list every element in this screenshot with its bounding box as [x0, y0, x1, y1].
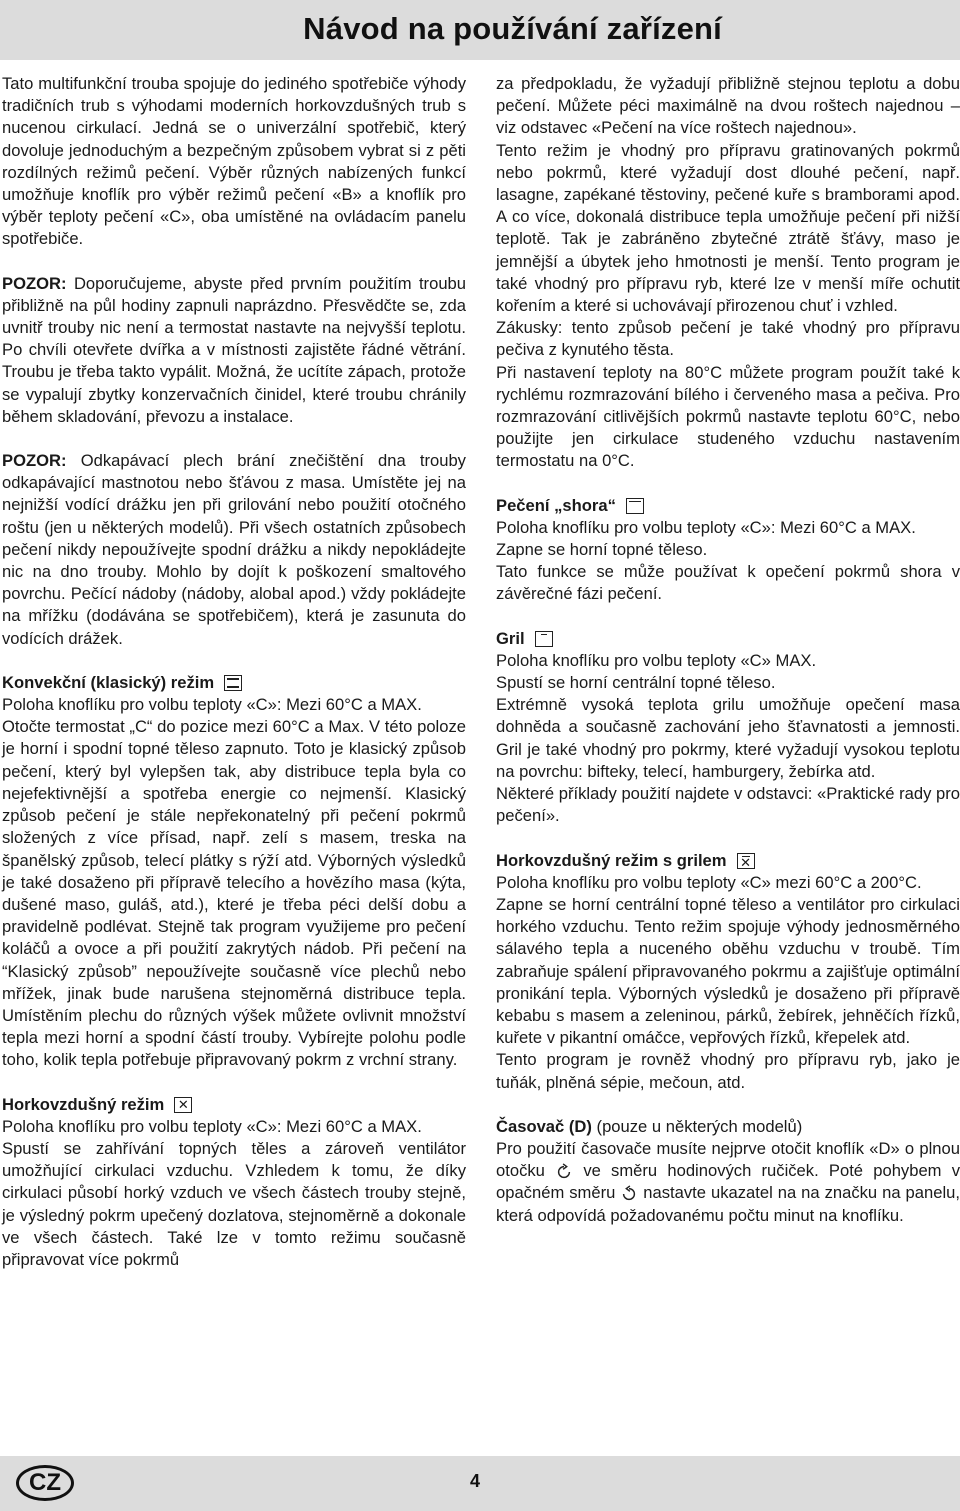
fan-description: Spustí se zahřívání topných těles a zároveň ventilátor umožňující cirkulaci vzduchu. Vzhledem k tomu, že díky cirkulaci působí horký vzduch ve všech částech trouby stejně, je výsledný pokrm upečený dozlatova, stejnoměrně a dokonale ve všech částech. Také lze v tomto režimu současně připravovat více pokrmů: [2, 1138, 466, 1269]
warning-text: Doporučujeme, abyste před prvním použitím troubu přibližně na půl hodiny zapnuli naprázdno. Přesvědčte se, zda uvnitř trouby nic není a termostat nastavte na nejvyšší teplotu. Po chvíli otevřete dvířka a v místnosti zajistěte řádné větrání. Troubu je třeba takto vypálit. Možná, že ucítíte zápach, protože se vypalují zbytky konzervačních činidel, které troubu chránily během skladování, převozu a instalace.: [2, 273, 466, 426]
fan-oven-icon: ✕: [174, 1097, 192, 1113]
fan-description-continued: za předpokladu, že vyžadují přibližně stejnou teplotu a dobu pečení. Můžete péci maximálně na dvou roštech najednou – viz odstavec «Pečení na více roštech najednou».: [496, 74, 960, 138]
grill-element: Spustí se horní centrální topné těleso.: [496, 673, 776, 693]
language-badge: CZ: [16, 1465, 74, 1501]
section-heading-grill: [496, 628, 960, 650]
rotate-clockwise-icon: [555, 1163, 573, 1181]
footer-band: [0, 1456, 960, 1511]
heading-text: Časovač (D): [496, 1116, 592, 1136]
conventional-setting: Poloha knoflíku pro volbu teploty «C»: Mezi 60°C a MAX.: [2, 695, 422, 715]
grill-icon: [535, 631, 553, 647]
top-usage: Tato funkce se může používat k opečení pokrmů shora v závěrečné fázi pečení.: [496, 562, 960, 604]
warning-paragraph-1: [2, 273, 466, 428]
heading-text: Pečení „shora“: [496, 495, 616, 515]
heading-text: Horkovzdušný režim s grilem: [496, 850, 727, 870]
warning-label: POZOR:: [2, 451, 67, 471]
warning-label: POZOR:: [2, 273, 67, 293]
header-band: [0, 0, 960, 60]
grill-description: Extrémně vysoká teplota grilu umožňuje opečení masa dohněda a současně zachování jeho šťavnatosti a jemnosti. Gril je také vhodný pro pokrmy, které vyžadují vysokou teplotu na povrchu: bifteky, telecí, hamburgery, žebírka atd.: [496, 695, 960, 781]
page-title: Návod na používání zařízení: [303, 11, 722, 46]
section-heading-timer: [496, 1116, 960, 1138]
oven-top-bottom-heat-icon: [224, 675, 242, 691]
fan-defrost: Při nastavení teploty na 80°C můžete program použít také k rychlému rozmrazování bílého i červeného masa a pečiva. Pro rozmrazování citlivějších pokrmů nastavte teplotu 60°C, nebo použijte jen cirkulace studeného vzduchu nastavením termostatu na 0°C.: [496, 362, 960, 471]
timer-text-2: ve směru hodinových ručiček. Poté pohybem v opačném směru: [496, 1161, 960, 1203]
heading-text: Horkovzdušný režim: [2, 1094, 165, 1114]
heading-text: Gril: [496, 628, 525, 648]
fan-grill-icon: ✕: [737, 853, 755, 869]
page-number: 4: [470, 1471, 481, 1491]
section-heading-top: [496, 495, 960, 517]
intro-paragraph: Tato multifunkční trouba spojuje do jediného spotřebiče výhody tradičních trub s výhodami moderních horkovzdušných trub s nucenou cirkulací. Jedná se o univerzální spotřebič, který dovoluje jednoduchým a bezpečným způsobem vybrat si z pěti rozdílných režimů pečení. Výběr různých nabízených funkcí umožňuje knoflík pro výběr režimů pečení «B» a knoflík pro výběr teploty pečení «C», oba umístěné na ovládacím panelu spotřebiče.: [2, 74, 466, 249]
rotate-counterclockwise-icon: [620, 1185, 638, 1203]
timer-text-1: Pro použití časovače musíte nejprve otočit knoflík «D» o plnou otočku: [496, 1138, 960, 1181]
fan-usage: Tento režim je vhodný pro přípravu gratinovaných pokrmů nebo pokrmů, které vyžadují dost dlouhé pečení, např. lasagne, zapékané těstoviny, pečené kuře s bramborami apod. A co více, dokonalá distribuce tepla umožňuje pečení při nižší teplotě. Tak je zabráněno zbytečné ztrátě šťávy, maso je jemnější a úbytek jeho hmotnosti je menší. Tento program je také vhodný pro přípravu ryb, které lze v menší míře ochutit kořením a které si uchovávají přirozenou chuť i vzhled.: [496, 140, 960, 316]
fan-pastry: Zákusky: tento způsob pečení je také vhodný pro přípravu pečiva z kynutého těsta.: [496, 318, 960, 360]
left-column: [2, 73, 466, 1271]
section-heading-conventional: [2, 672, 466, 694]
section-heading-fan: [2, 1094, 466, 1116]
section-heading-fan-grill: [496, 850, 960, 872]
top-element: Zapne se horní topné těleso.: [496, 540, 708, 560]
fan-grill-description: Zapne se horní centrální topné těleso a ventilátor pro cirkulaci horkého vzduchu. Tento režim spojuje výhody jednosměrného sálavého tepla a nuceného oběhu vzduchu v troubě. Tím zabraňuje spálení připravovaného pokrmu a zajišťuje optimální pronikání tepla. Výborných výsledků je dosaženo při přípravě kebabu s masem a zeleninou, párků, žebírek, jehněčích řízků, kuřete v pikantní omáčce, vepřových řízků, křepelek atd.: [496, 894, 960, 1048]
oven-top-heat-icon: [626, 498, 644, 514]
fan-setting: Poloha knoflíku pro volbu teploty «C»: Mezi 60°C a MAX.: [2, 1116, 422, 1136]
fan-grill-fish: Tento program je rovněž vhodný pro přípravu ryb, jako je tuňák, plněná sépie, mečoun, atd.: [496, 1050, 960, 1092]
warning-paragraph-2: [2, 450, 466, 650]
right-column: [496, 73, 960, 1227]
timer-description: [496, 1138, 960, 1227]
top-setting: Poloha knoflíku pro volbu teploty «C»: Mezi 60°C a MAX.: [496, 517, 916, 537]
fan-grill-setting: Poloha knoflíku pro volbu teploty «C» mezi 60°C a 200°C.: [496, 872, 922, 892]
conventional-description: Otočte termostat „C“ do pozice mezi 60°C a Max. V této poloze je horní i spodní topné těleso zapnuto. Toto je klasický způsob pečení, který byl vylepšen tak, aby distribuce tepla byla co nejefektivnější a spotřeba energie co nejmenší. Klasický způsob pečení je stále nepřekonatelný při pečení pokrmů složených z více přísad, např. zelí s masem, treska na španělský způsob, telecí plátky s rýží atd. Výborných výsledků je také dosaženo při přípravě telecího a hovězího masa (kýta, dušené maso, guláš, atd.), které je třeba péci delší dobu a pravidelně podlévat. Stejně tak program využijeme pro pečení koláčů a ovoce a při použití zakrytých nádob. Při pečení na “Klasický způsob” nepoužívejte současně více plechů nebo mřížek, jinak bude narušena stejnoměrná distribuce tepla. Umístěním plechu do různých výšek můžete ovlivnit množství tepla mezi horní a spodní částí trouby. Vybírejte polohu podle toho, kolik tepla potřebuje připravovaný pokrm z vrchní strany.: [2, 717, 466, 1070]
heading-text: Konvekční (klasický) režim: [2, 672, 215, 692]
timer-heading-suffix: (pouze u některých modelů): [596, 1116, 803, 1136]
timer-text-3: nastavte ukazatel na na značku na panelu, která odpovídá požadovanému počtu minut na knoflíku.: [496, 1183, 960, 1225]
warning-text: Odkapávací plech brání znečištění dna trouby odkapávající mastnotou nebo šťávou z masa. Umístěte jej na nejnižší vodící drážku jen při grilování nebo použití otočného roštu (jen u některých modelů). Při všech ostatních způsobech pečení nikdy nepoužívejte spodní drážku a nikdy nepokládejte nic na dno trouby. Mohlo by dojít k poškození smaltového povrchu. Pečící nádoby (nádoby, alobal apod.) vždy pokládejte na mřížku (dodávána se spotřebičem), která je zasunuta do vodících drážek.: [2, 451, 466, 648]
grill-reference: Některé příklady použití najdete v odstavci: «Praktické rady pro pečení».: [496, 784, 960, 826]
grill-setting: Poloha knoflíku pro volbu teploty «C» MAX.: [496, 650, 817, 670]
